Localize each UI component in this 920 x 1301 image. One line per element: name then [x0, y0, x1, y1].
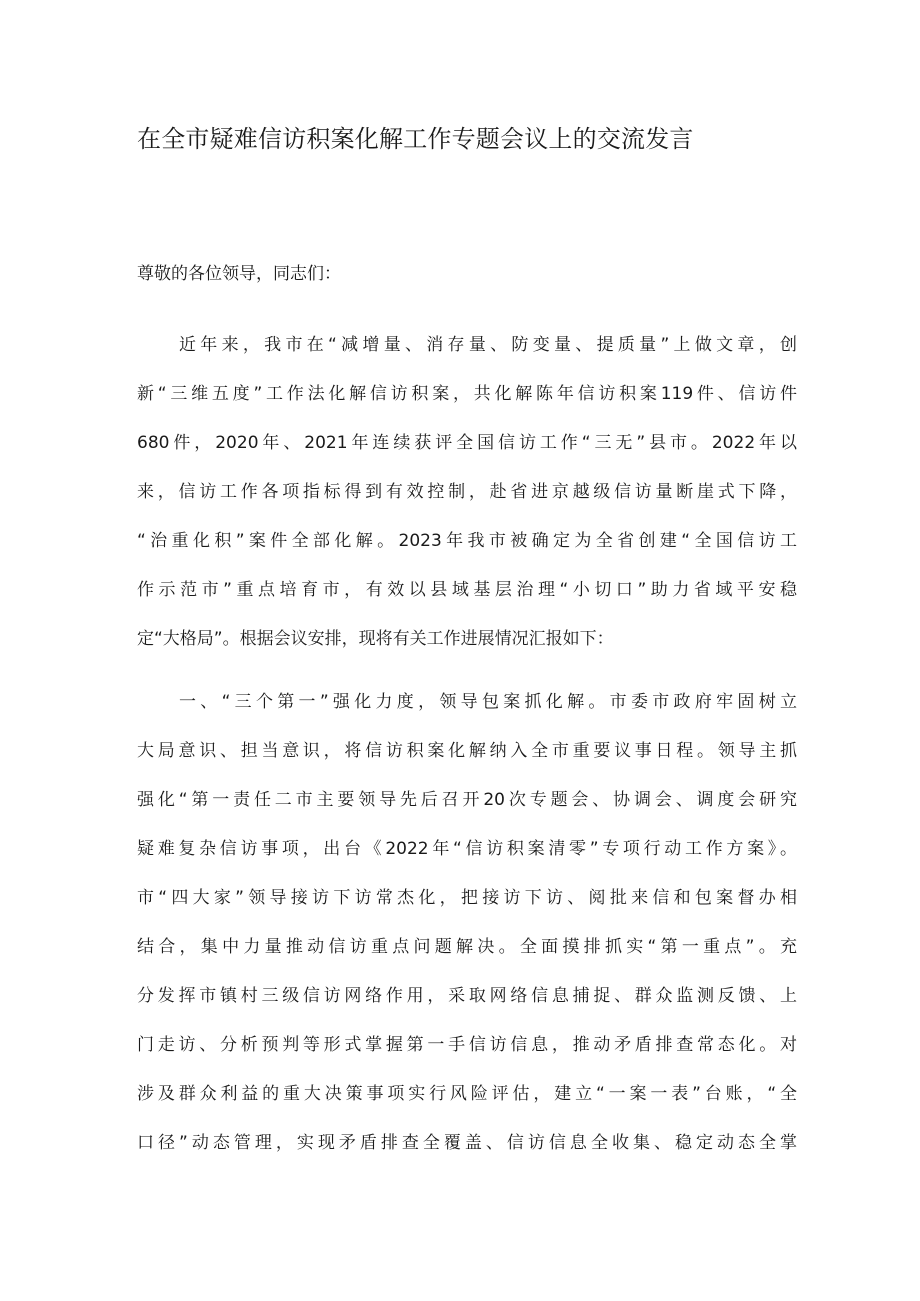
text-line: 定“大格局”。根据会议安排，现将有关工作进展情况汇报如下：	[137, 629, 614, 649]
text-line: 结合，集中力量推动信访重点问题解决。全面摸排抓实“第一重点”。充	[137, 937, 797, 957]
text-line: 涉及群众利益的重大决策事项实行风险评估，建立“一案一表”台账，“全	[137, 1084, 797, 1104]
text-line: 疑难复杂信访事项，出台《2022年“信访积案清零”专项行动工作方案》。	[137, 839, 797, 859]
text-line: 分发挥市镇村三级信访网络作用，采取网络信息捕捉、群众监测反馈、上	[137, 986, 797, 1006]
text-line: 新“三维五度”工作法化解信访积案，共化解陈年信访积案119件、信访件	[137, 384, 797, 404]
text-line: 口径”动态管理，实现矛盾排查全覆盖、信访信息全收集、稳定动态全掌	[137, 1133, 797, 1153]
text-line: 门走访、分析预判等形式掌握第一手信访信息，推动矛盾排查常态化。对	[137, 1035, 797, 1055]
text-line: 近年来，我市在“减增量、消存量、防变量、提质量”上做文章，创	[179, 335, 797, 355]
text-line: 680件，2020年、2021年连续获评全国信访工作“三无”县市。2022年以	[137, 433, 797, 453]
paragraph-intro	[137, 326, 797, 669]
text-line: 一、“三个第一”强化力度，领导包案抓化解。市委市政府牢固树立	[179, 692, 797, 712]
text-line: 大局意识、担当意识，将信访积案化解纳入全市重要议事日程。领导主抓	[137, 741, 797, 761]
text-line: 来，信访工作各项指标得到有效控制，赴省进京越级信访量断崖式下降，	[137, 482, 797, 502]
salutation: 尊敬的各位领导，同志们：	[137, 264, 341, 284]
paragraph-section-one	[137, 683, 797, 1173]
document-title: 在全市疑难信访积案化解工作专题会议上的交流发言	[137, 125, 694, 153]
text-line: “治重化积”案件全部化解。2023年我市被确定为全省创建“全国信访工	[137, 531, 797, 551]
text-line: 市“四大家”领导接访下访常杰化，把接访下访、阅批来信和包案督办相	[137, 888, 797, 908]
text-line: 作示范市”重点培育市，有效以县域基层治理“小切口”助力省域平安稳	[137, 580, 797, 600]
text-line: 强化“第一责任二市主要领导先后召开20次专题会、协调会、调度会研究	[137, 790, 797, 810]
